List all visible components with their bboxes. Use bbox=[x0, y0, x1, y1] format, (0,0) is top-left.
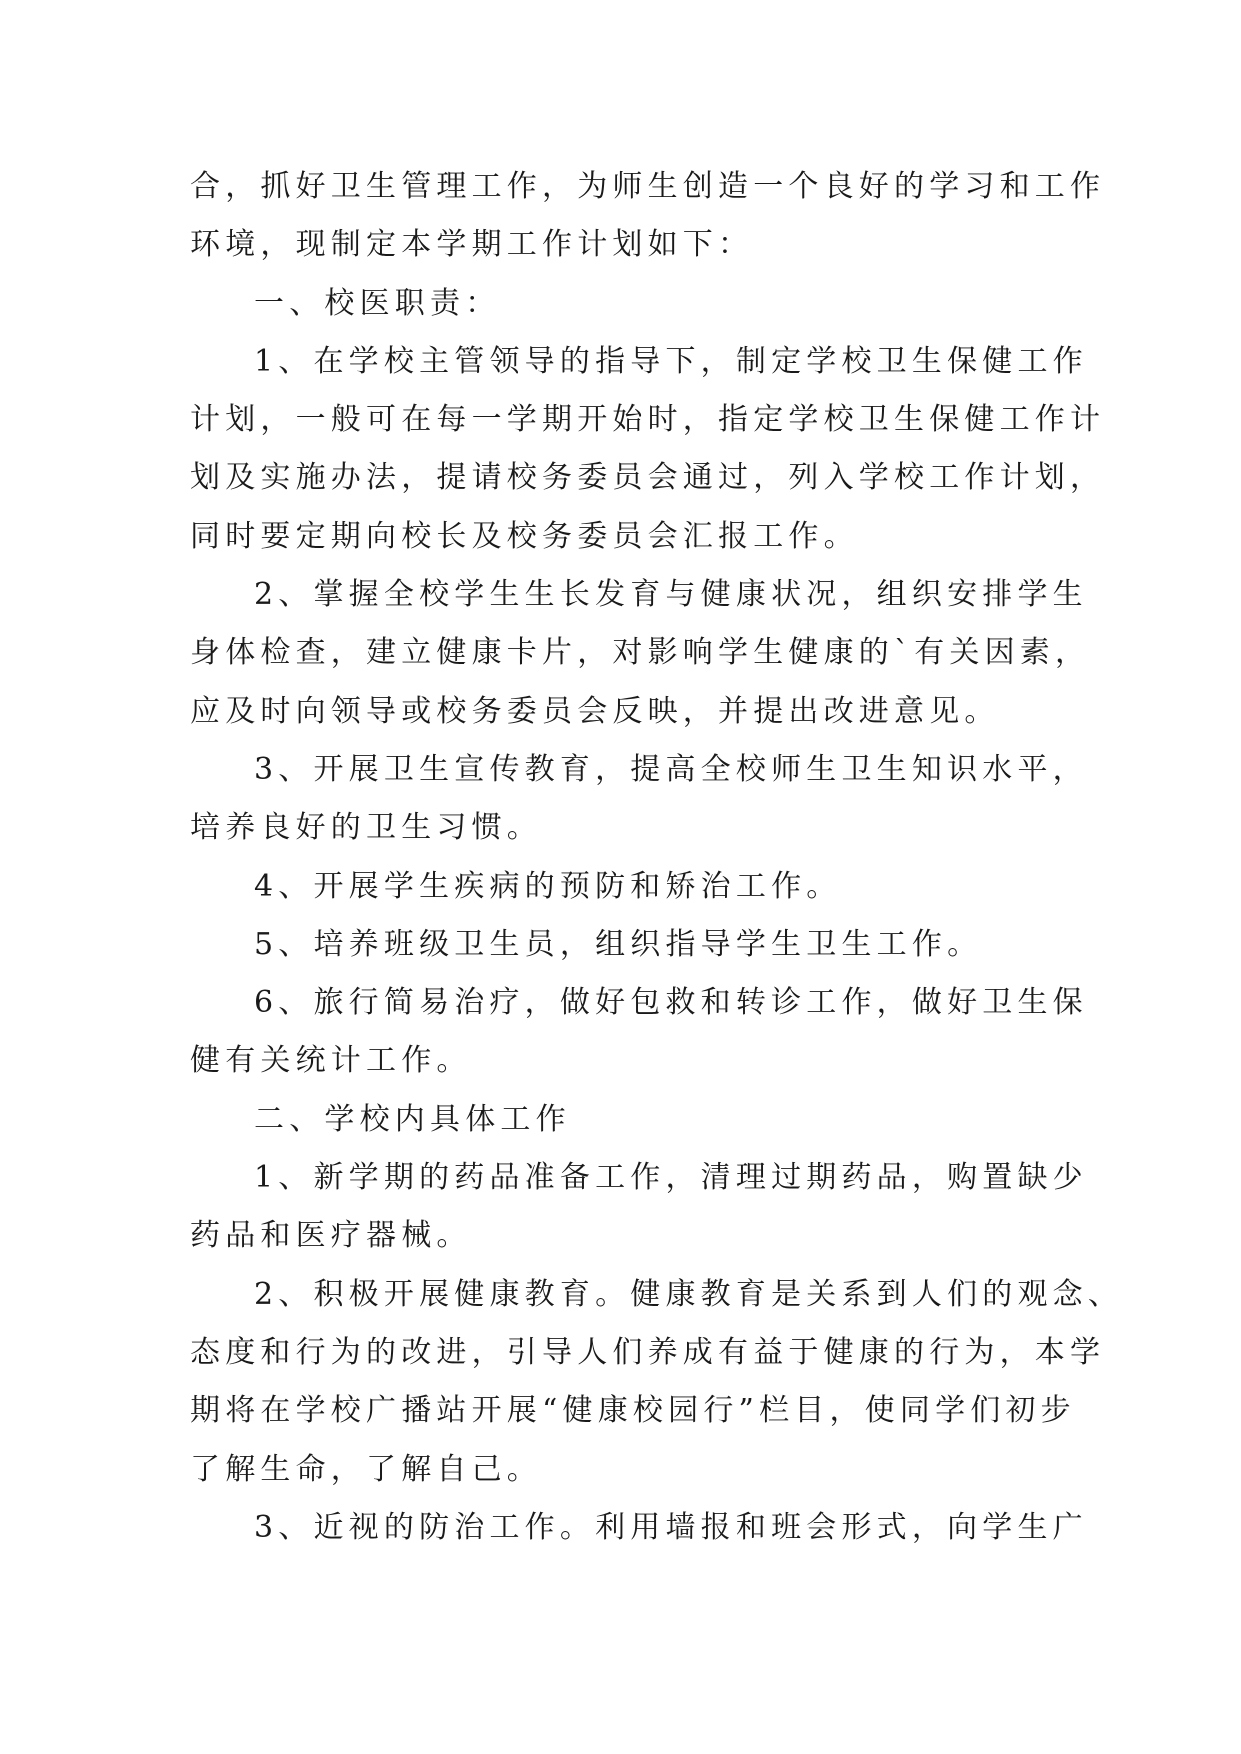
text-line: 环境，现制定本学期工作计划如下： bbox=[190, 227, 754, 263]
text-line: 划及实施办法，提请校务委员会通过，列入学校工作计划， bbox=[190, 460, 1106, 496]
text-line: 期将在学校广播站开展“健康校园行”栏目，使同学们初步 bbox=[190, 1393, 1076, 1429]
text-line: 4、开展学生疾病的预防和矫治工作。 bbox=[254, 868, 842, 904]
text-line: 合，抓好卫生管理工作，为师生创造一个良好的学习和工作 bbox=[190, 169, 1106, 204]
text-line: 同时要定期向校长及校务委员会汇报工作。 bbox=[190, 518, 859, 554]
text-line: 6、旅行简易治疗，做好包救和转诊工作，做好卫生保 bbox=[254, 985, 1088, 1021]
text-line: 3、开展卫生宣传教育，提高全校师生卫生知识水平， bbox=[254, 751, 1088, 787]
text-line: 5、培养班级卫生员，组织指导学生卫生工作。 bbox=[254, 926, 983, 962]
text-line: 了解生命，了解自己。 bbox=[190, 1451, 542, 1487]
text-line: 2、积极开展健康教育。健康教育是关系到人们的观念、 bbox=[254, 1276, 1124, 1312]
text-line: 2、掌握全校学生生长发育与健康状况，组织安排学生 bbox=[254, 577, 1088, 613]
text-line: 培养良好的卫生习惯。 bbox=[190, 810, 542, 846]
section-heading: 一、校医职责： bbox=[254, 285, 501, 321]
text-line: 药品和医疗器械。 bbox=[190, 1218, 472, 1254]
text-line: 3、近视的防治工作。利用墙报和班会形式，向学生广 bbox=[254, 1509, 1088, 1545]
text-line: 身体检查，建立健康卡片，对影响学生健康的`有关因素， bbox=[190, 635, 1091, 671]
text-line: 应及时向领导或校务委员会反映，并提出改进意见。 bbox=[190, 693, 1000, 729]
text-line: 态度和行为的改进，引导人们养成有益于健康的行为，本学 bbox=[190, 1334, 1106, 1370]
text-line: 计划，一般可在每一学期开始时，指定学校卫生保健工作计 bbox=[190, 402, 1106, 438]
document-body bbox=[190, 158, 1124, 1557]
section-heading: 二、学校内具体工作 bbox=[254, 1101, 571, 1137]
text-line: 健有关统计工作。 bbox=[190, 1043, 472, 1079]
text-line: 1、新学期的药品准备工作，清理过期药品，购置缺少 bbox=[254, 1160, 1088, 1196]
text-line: 1、在学校主管领导的指导下，制定学校卫生保健工作 bbox=[254, 343, 1088, 379]
